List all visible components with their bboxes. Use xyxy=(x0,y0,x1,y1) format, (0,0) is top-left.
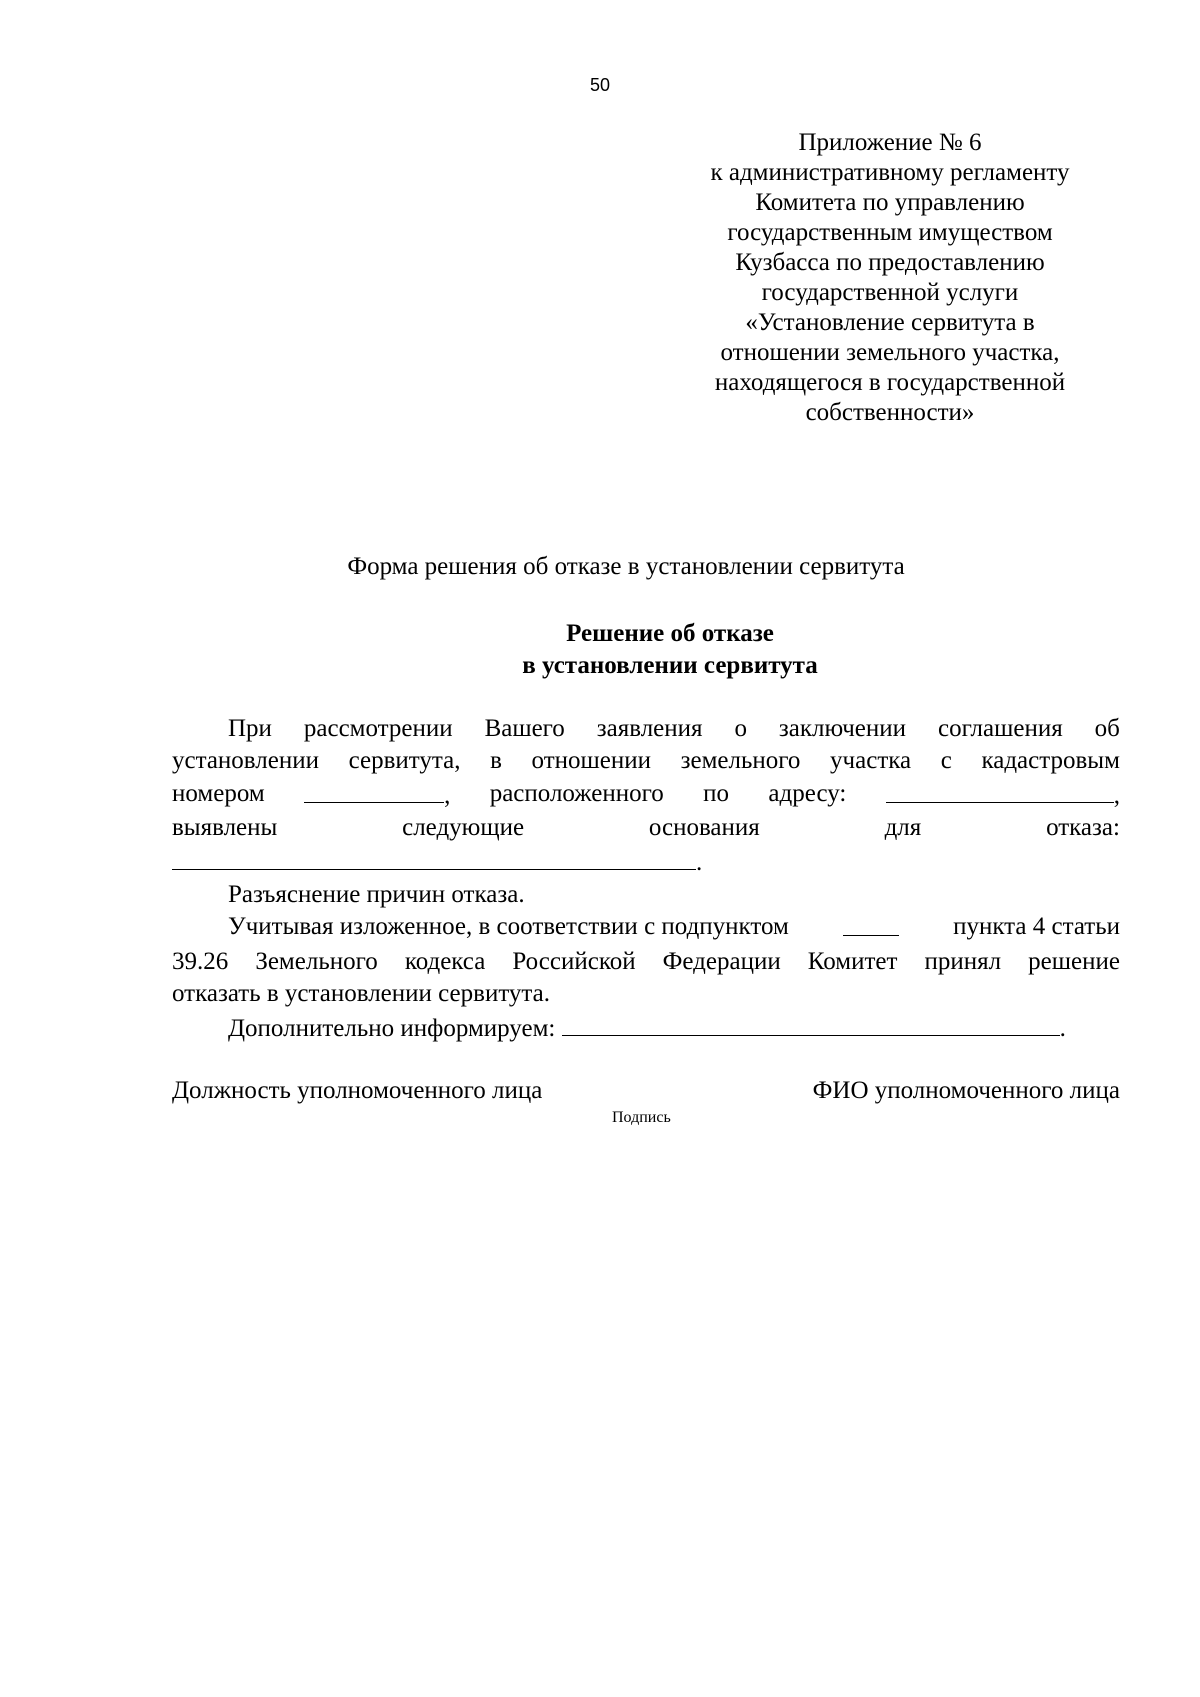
subparagraph-blank[interactable] xyxy=(843,911,899,945)
appendix-line: Кузбасса по предоставлению xyxy=(735,249,1045,276)
word: сервитута, xyxy=(348,747,461,775)
word: об xyxy=(1094,715,1120,742)
word: для xyxy=(884,814,922,842)
appendix-line: государственным имуществом xyxy=(727,219,1053,246)
word: установлении xyxy=(172,747,319,775)
word: о xyxy=(734,715,747,742)
paragraph-line xyxy=(172,778,1120,812)
paragraph-line xyxy=(172,713,1120,745)
text-segment: Дополнительно информируем: xyxy=(228,1014,556,1042)
word: участка xyxy=(830,747,912,775)
word: кодекса xyxy=(404,947,486,975)
word: расположенного xyxy=(489,779,664,807)
appendix-line: государственной услуги xyxy=(761,279,1019,306)
appendix-line: «Установление сервитута в xyxy=(745,309,1035,336)
word: по xyxy=(703,779,730,807)
text-segment: пункта 4 статьи xyxy=(953,913,1120,941)
blank-line xyxy=(562,1011,1060,1036)
word: адресу: xyxy=(768,779,847,807)
word: принял xyxy=(924,947,1002,975)
decision-title xyxy=(0,618,1200,682)
word: Российской xyxy=(512,947,636,975)
word: соглашения xyxy=(937,715,1063,742)
word: выявлены xyxy=(172,814,278,842)
page-number: 50 xyxy=(589,75,611,95)
paragraph-line: отказать в установлении сервитута. xyxy=(172,980,551,1008)
word: Земельного xyxy=(255,947,378,975)
decision-title-line: Решение об отказе xyxy=(566,620,774,647)
word: Вашего xyxy=(484,715,565,742)
paragraph-line xyxy=(172,946,1120,978)
word: Федерации xyxy=(662,947,781,975)
word: отказа: xyxy=(1046,814,1120,842)
word: заявления xyxy=(596,715,703,742)
appendix-line: находящегося в государственной xyxy=(714,369,1066,396)
blank-line xyxy=(304,778,444,803)
signature-hint: Подпись xyxy=(612,1109,671,1126)
word: При xyxy=(228,715,272,742)
paragraph-line xyxy=(172,812,1120,844)
punctuation: , xyxy=(1113,781,1120,809)
punctuation: , xyxy=(444,781,451,809)
appendix-header xyxy=(670,128,1110,428)
appendix-line: Комитета по управлению xyxy=(755,189,1025,216)
additional-info-blank[interactable] xyxy=(562,1015,1066,1042)
official-name-label: ФИО уполномоченного лица xyxy=(812,1077,1120,1104)
paragraph-line: Разъяснение причин отказа. xyxy=(228,881,525,909)
cadastral-number-blank[interactable] xyxy=(304,778,450,812)
word: заключении xyxy=(778,715,907,742)
form-title: Форма решения об отказе в установлении сервитута xyxy=(347,553,905,580)
appendix-line: собственности» xyxy=(805,399,975,426)
text-segment: Учитывая изложенное, в соответствии с подпунктом xyxy=(228,913,789,941)
appendix-line: Приложение № 6 xyxy=(798,129,982,156)
word: 39.26 xyxy=(172,947,229,975)
blank-line xyxy=(843,911,899,936)
signature-row xyxy=(172,1076,1120,1106)
appendix-line: отношении земельного участка, xyxy=(720,339,1060,366)
decision-body xyxy=(172,713,1120,1045)
address-blank[interactable] xyxy=(886,778,1120,812)
paragraph-line xyxy=(172,911,1120,945)
punctuation: . xyxy=(1059,1014,1066,1042)
official-position-label: Должность уполномоченного лица xyxy=(172,1077,543,1104)
word: номером xyxy=(172,779,265,807)
punctuation: . xyxy=(696,848,703,876)
word: кадастровым xyxy=(981,747,1120,775)
blank-line xyxy=(886,778,1114,803)
word: отношении xyxy=(531,747,652,775)
appendix-line: к административному регламенту xyxy=(710,159,1070,186)
word: с xyxy=(940,747,952,775)
paragraph-line xyxy=(172,1011,1120,1045)
word: основания xyxy=(648,814,760,842)
blank-line xyxy=(172,845,696,870)
word: земельного xyxy=(680,747,801,775)
word: следующие xyxy=(402,814,525,842)
word: в xyxy=(490,747,502,775)
refusal-grounds-blank[interactable] xyxy=(172,845,1120,879)
paragraph-line xyxy=(172,745,1120,777)
word: Комитет xyxy=(807,947,898,975)
word: рассмотрении xyxy=(303,715,453,742)
decision-title-line: в установлении сервитута xyxy=(522,652,818,679)
word: решение xyxy=(1028,947,1120,975)
